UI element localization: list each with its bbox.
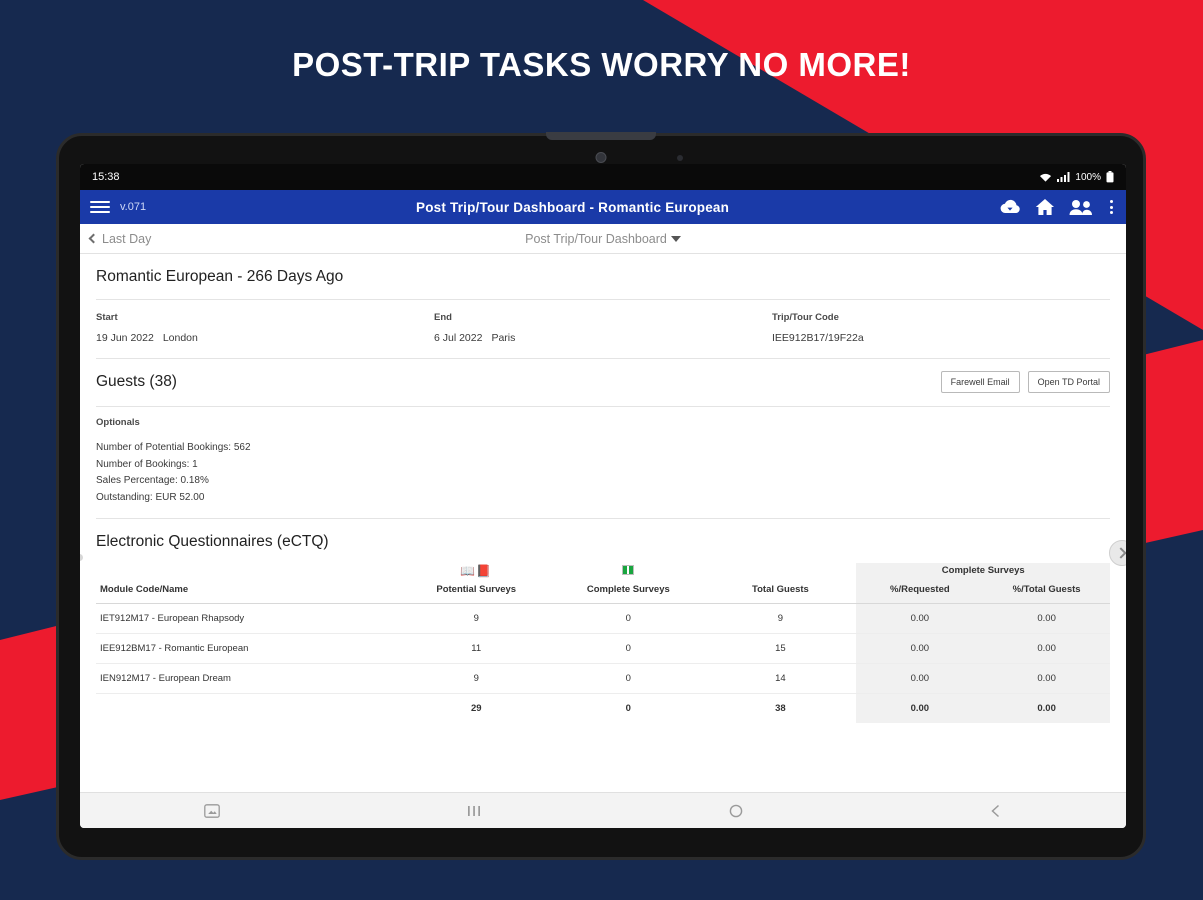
end-value (434, 332, 772, 344)
table-total-row (96, 694, 1110, 724)
col-complete-header: Complete Surveys (552, 581, 704, 604)
farewell-email-button[interactable]: Farewell Email (941, 371, 1020, 393)
total-complete: 0 (552, 694, 704, 724)
android-navigation-bar (80, 792, 1126, 828)
optionals-section (96, 407, 1110, 519)
people-icon[interactable] (1069, 199, 1093, 216)
start-value (96, 332, 434, 344)
trip-meta-code (772, 312, 1110, 344)
optionals-line-bookings: Number of Bookings: 1 (96, 458, 198, 470)
recent-apps-icon[interactable] (467, 804, 481, 818)
home-circle-icon[interactable] (729, 804, 743, 818)
app-bar (80, 190, 1126, 224)
guests-section-header (96, 359, 1110, 407)
row-pct-requested: 0.00 (856, 664, 983, 694)
col-potential-header: Potential Surveys (400, 581, 552, 604)
row-potential: 9 (400, 604, 552, 634)
optionals-line-potential-bookings: Number of Potential Bookings: 562 (96, 442, 251, 453)
trip-code-label: Trip/Tour Code (772, 312, 839, 323)
proximity-sensor-icon (677, 155, 683, 161)
row-complete: 0 (552, 634, 704, 664)
row-total-guests: 9 (704, 604, 856, 634)
total-pct-requested: 0.00 (856, 694, 983, 724)
total-potential: 29 (400, 694, 552, 724)
ectq-icon-row (96, 563, 1110, 581)
back-chevron-icon[interactable] (990, 804, 1002, 818)
row-pct-total: 0.00 (983, 604, 1110, 634)
start-date: 19 Jun 2022 (96, 332, 154, 344)
battery-percent-label: 100% (1075, 171, 1101, 183)
col-module-header: Module Code/Name (96, 581, 400, 604)
col-total-guests-header: Total Guests (704, 581, 856, 604)
open-td-portal-button[interactable]: Open TD Portal (1028, 371, 1110, 393)
scroll-handle[interactable] (1109, 540, 1126, 566)
books-icon: 📖📕 (460, 564, 493, 578)
device-screen (80, 164, 1126, 828)
sub-navigation-bar (80, 224, 1126, 254)
ectq-header-row (96, 581, 1110, 604)
signal-icon (1057, 172, 1070, 183)
row-pct-total: 0.00 (983, 634, 1110, 664)
row-potential: 9 (400, 664, 552, 694)
trip-code-value: IEE912B17/19F22a (772, 332, 864, 344)
col-pct-total-guests-header: %/Total Guests (983, 581, 1110, 604)
wifi-icon (1039, 172, 1052, 183)
total-total-guests: 38 (704, 694, 856, 724)
dashboard-selector[interactable] (80, 232, 1126, 246)
row-module: IEE912BM17 - Romantic European (96, 634, 400, 664)
ectq-table (96, 563, 1110, 723)
row-complete: 0 (552, 664, 704, 694)
total-module (96, 694, 400, 724)
screenshot-icon[interactable] (204, 803, 220, 819)
app-bar-title: Post Trip/Tour Dashboard - Romantic European (416, 199, 730, 215)
row-total-guests: 14 (704, 664, 856, 694)
trip-meta-end (434, 312, 772, 344)
row-potential: 11 (400, 634, 552, 664)
end-label: End (434, 312, 452, 323)
battery-icon (1106, 171, 1114, 183)
cloud-upload-icon[interactable] (999, 199, 1021, 215)
row-module: IEN912M17 - European Dream (96, 664, 400, 694)
row-module: IET912M17 - European Rhapsody (96, 604, 400, 634)
col-pct-requested-header: %/Requested (856, 581, 983, 604)
optionals-line-sales-percentage: Sales Percentage: 0.18% (96, 475, 209, 486)
row-pct-requested: 0.00 (856, 604, 983, 634)
dashboard-content (80, 254, 1126, 792)
back-label: Last Day (102, 231, 152, 246)
total-pct-total: 0.00 (983, 694, 1110, 724)
row-total-guests: 15 (704, 634, 856, 664)
end-city: Paris (491, 332, 516, 344)
table-row[interactable] (96, 604, 1110, 634)
optionals-label: Optionals (96, 417, 140, 428)
table-row[interactable] (96, 664, 1110, 694)
chevron-down-icon (671, 236, 681, 242)
table-row[interactable] (96, 634, 1110, 664)
front-camera-icon (596, 152, 607, 163)
start-label: Start (96, 312, 118, 323)
trip-meta-start (96, 312, 434, 344)
kebab-menu-icon[interactable] (1107, 200, 1116, 214)
dashboard-selector-label: Post Trip/Tour Dashboard (525, 231, 667, 246)
guests-title: Guests (38) (96, 373, 177, 390)
tablet-speaker-grille (546, 132, 656, 140)
chevron-left-icon (89, 234, 99, 244)
app-version-label: v.071 (120, 201, 147, 213)
tablet-device-frame (56, 133, 1146, 860)
promo-headline: POST-TRIP TASKS WORRY NO MORE! (292, 46, 911, 83)
trip-meta-section (96, 300, 1110, 359)
home-icon[interactable] (1035, 198, 1055, 216)
complete-surveys-group-header: Complete Surveys (856, 563, 1110, 581)
flag-icon (552, 563, 704, 581)
optionals-line-outstanding: Outstanding: EUR 52.00 (96, 491, 205, 503)
row-pct-requested: 0.00 (856, 634, 983, 664)
android-status-bar (80, 164, 1126, 190)
end-date: 6 Jul 2022 (434, 332, 483, 344)
page-title: Romantic European - 266 Days Ago (96, 254, 1110, 300)
scroll-indicator-dot (80, 554, 83, 561)
status-time: 15:38 (92, 171, 120, 183)
back-last-day-button[interactable] (90, 232, 151, 246)
ectq-section-title: Electronic Questionnaires (eCTQ) (96, 533, 329, 550)
start-city: London (162, 332, 198, 344)
row-pct-total: 0.00 (983, 664, 1110, 694)
hamburger-menu-icon[interactable] (90, 201, 110, 213)
row-complete: 0 (552, 604, 704, 634)
